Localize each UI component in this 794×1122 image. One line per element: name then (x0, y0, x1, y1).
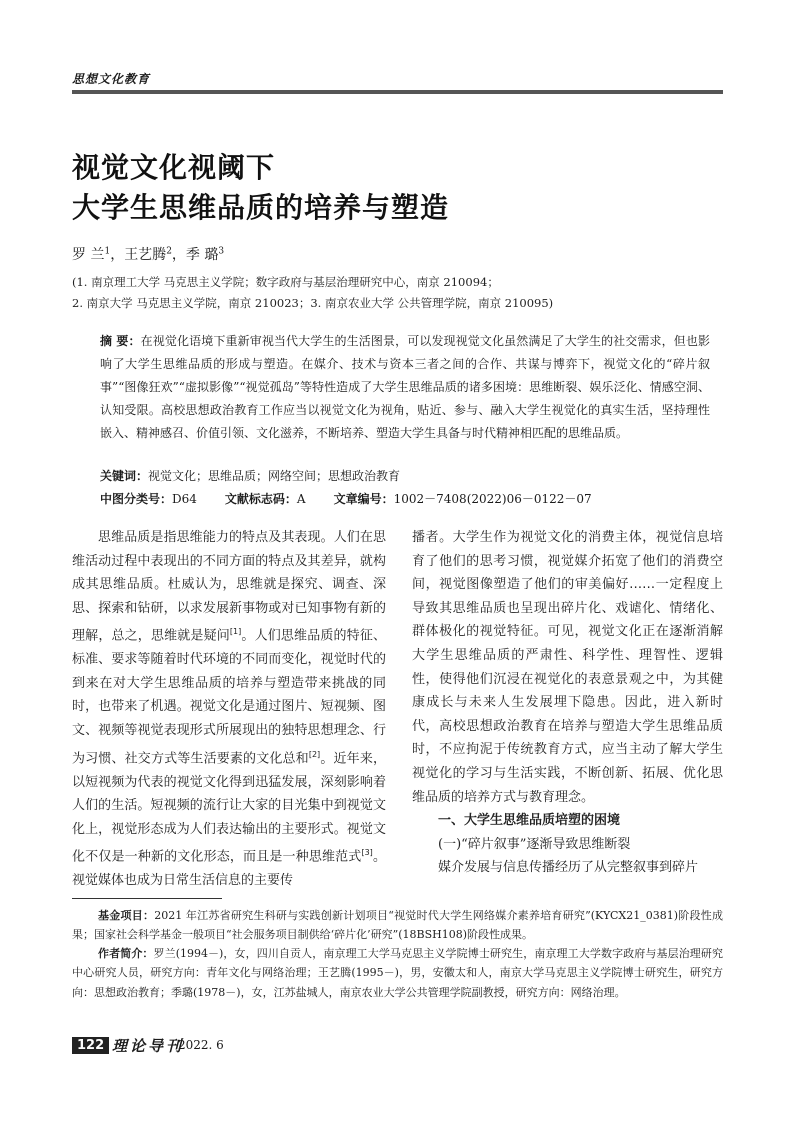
author-bio-text: 罗兰(1994－)，女，四川自贡人，南京理工大学马克思主义学院博士研究生，南京理工大学数字政府与基层治理研究中心研究人员，研究方向：青年文化与网络治理；王艺腾(1995－)，男，安徽太和人，南京大学马克思主义学院博士研究生，研究方向：思想政治教育；季璐(1978－)，女，江苏盐城人，南京农业大学公共管理学院副教授，研究方向：网络治理。 (72, 947, 724, 999)
affiliation-line1: (1. 南京理工大学 马克思主义学院；数字政府与基层治理研究中心，南京 210094； (72, 275, 499, 289)
body-text: 。近年来，以短视频为代表的视觉文化得到迅猛发展，深刻影响着人们的生活。短视频的流行让大家的目光集中到视觉文化上，视觉形态成为人们表达输出的主要形式。视觉文化不仅是一种新的文化形态，而且是一种思维范式 (72, 751, 386, 865)
author-3-affil: 3 (218, 246, 225, 257)
citation-ref: [2] (308, 749, 321, 759)
section-heading: 一、大学生思维品质培塑的困境 (438, 813, 621, 829)
abstract-label: 摘 要： (100, 334, 141, 348)
body-paragraph (72, 526, 386, 893)
author-bio-label: 作者简介： (98, 947, 154, 960)
section-label: 思想文化教育 (72, 72, 151, 86)
body-column-left (72, 526, 386, 893)
author-1: 罗 兰 (72, 247, 105, 263)
body-text: 。视觉媒体也成为日常生活信息的主要传 (72, 849, 386, 889)
journal-name: 理论导刊 (112, 1037, 185, 1055)
body-paragraph: 媒介发展与信息传播经历了从完整叙事到碎片 (438, 860, 699, 876)
article-title-line2: 大学生思维品质的培养与塑造 (72, 191, 450, 224)
clc-label: 中图分类号： (100, 492, 173, 506)
affiliation-line2: 2. 南京大学 马克思主义学院，南京 210023；3. 南京农业大学 公共管理学院，南京 210095) (72, 296, 554, 310)
author-bio-note (72, 944, 723, 1002)
footnote-rule (72, 898, 222, 899)
subsection-heading: (一)“碎片叙事”逐渐导致思维断裂 (438, 836, 631, 852)
keywords (100, 467, 400, 484)
author-1-affil: 1 (104, 246, 111, 257)
author-separator: ， (171, 247, 186, 263)
body-text: 思维品质是指思维能力的特点及其表现。人们在思维活动过程中表现出的不同方面的特点及其差异，就构成其思维品质。杜威认为，思维就是探究、调查、深思、探索和钻研，以求发展新事物或对已知事物有新的理解，总之，思维就是疑问 (72, 530, 386, 644)
classification-line (100, 490, 592, 507)
author-list (72, 244, 224, 264)
funding-note (72, 906, 723, 945)
body-column-right (412, 526, 723, 880)
doc-code-label: 文献标志码： (224, 492, 297, 506)
author-3: 季 璐 (185, 247, 219, 263)
citation-ref: [1] (229, 627, 242, 637)
clc-value: D64 (172, 492, 197, 506)
doc-code-value: A (296, 492, 306, 506)
funding-text: 2021 年江苏省研究生科研与实践创新计划项目“视觉时代大学生网络媒介素养培育研究”(KYCX21_0381)阶段性成果；国家社会科学基金一般项目“社会服务项目制供给‘碎片化’研究”(18BSH108)阶段性成果。 (72, 909, 723, 942)
page-number: 122 (72, 1037, 109, 1054)
author-2-affil: 2 (166, 246, 172, 257)
author-2: 王艺腾 (124, 247, 167, 263)
body-text: 。人们思维品质的特征、标准、要求等随着时代环境的不同而变化，视觉时代的到来在对大学生思维品质的培养与塑造带来挑战的同时，也带来了机遇。视觉文化是通过图片、短视频、图文、视频等视觉表现形式所展现出的独特思想理念、行为习惯、社交方式等生活要素的文化总和 (72, 628, 386, 766)
keywords-label: 关键词： (100, 469, 149, 483)
article-no-value: 1002－7408(2022)06－0122－07 (393, 492, 592, 506)
abstract-text: 在视觉化语境下重新审视当代大学生的生活图景，可以发现视觉文化虽然满足了大学生的社交需求，但也影响了大学生思维品质的形成与塑造。在媒介、技术与资本三者之间的合作、共谋与博弈下，视觉文化的“碎片叙事”“图像狂欢”“虚拟影像”“视觉孤岛”等特性造成了大学生思维品质的诸多困境：思维断裂、娱乐泛化、情感空洞、认知受限。高校思想政治教育工作应当以视觉文化为视角，贴近、参与、融入大学生视觉化的真实生活，坚持理性嵌入、精神感召、价值引领、文化滋养，不断培养、塑造大学生具备与时代精神相匹配的思维品质。 (100, 334, 710, 440)
funding-label: 基金项目： (98, 909, 155, 922)
author-separator: ， (110, 247, 125, 263)
body-paragraph: 播者。大学生作为视觉文化的消费主体，视觉信息培育了他们的思考习惯，视觉媒介拓宽了他们的消费空间，视觉图像塑造了他们的审美偏好……一定程度上导致其思维品质也呈现出碎片化、戏谑化、情绪化、群体极化的视觉特征。可见，视觉文化正在逐渐消解大学生思维品质的严肃性、科学性、理智性、逻辑性，使得他们沉浸在视觉化的表意景观之中，为其健康成长与未来人生发展埋下隐患。因此，进入新时代，高校思想政治教育在培养与塑造大学生思维品质时，不应拘泥于传统教育方式，应当主动了解大学生视觉化的学习与生活实践，不断创新、拓展、优化思维品质的培养方式与教育理念。 (412, 530, 723, 805)
citation-ref: [3] (361, 848, 373, 858)
keywords-text: 视觉文化；思维品质；网络空间；思想政治教育 (148, 469, 401, 483)
article-title-line1: 视觉文化视阈下 (72, 151, 276, 184)
issue-date: 2022. 6 (178, 1038, 224, 1052)
header-rule (72, 90, 723, 94)
article-no-label: 文章编号： (333, 492, 394, 506)
abstract (100, 330, 710, 445)
